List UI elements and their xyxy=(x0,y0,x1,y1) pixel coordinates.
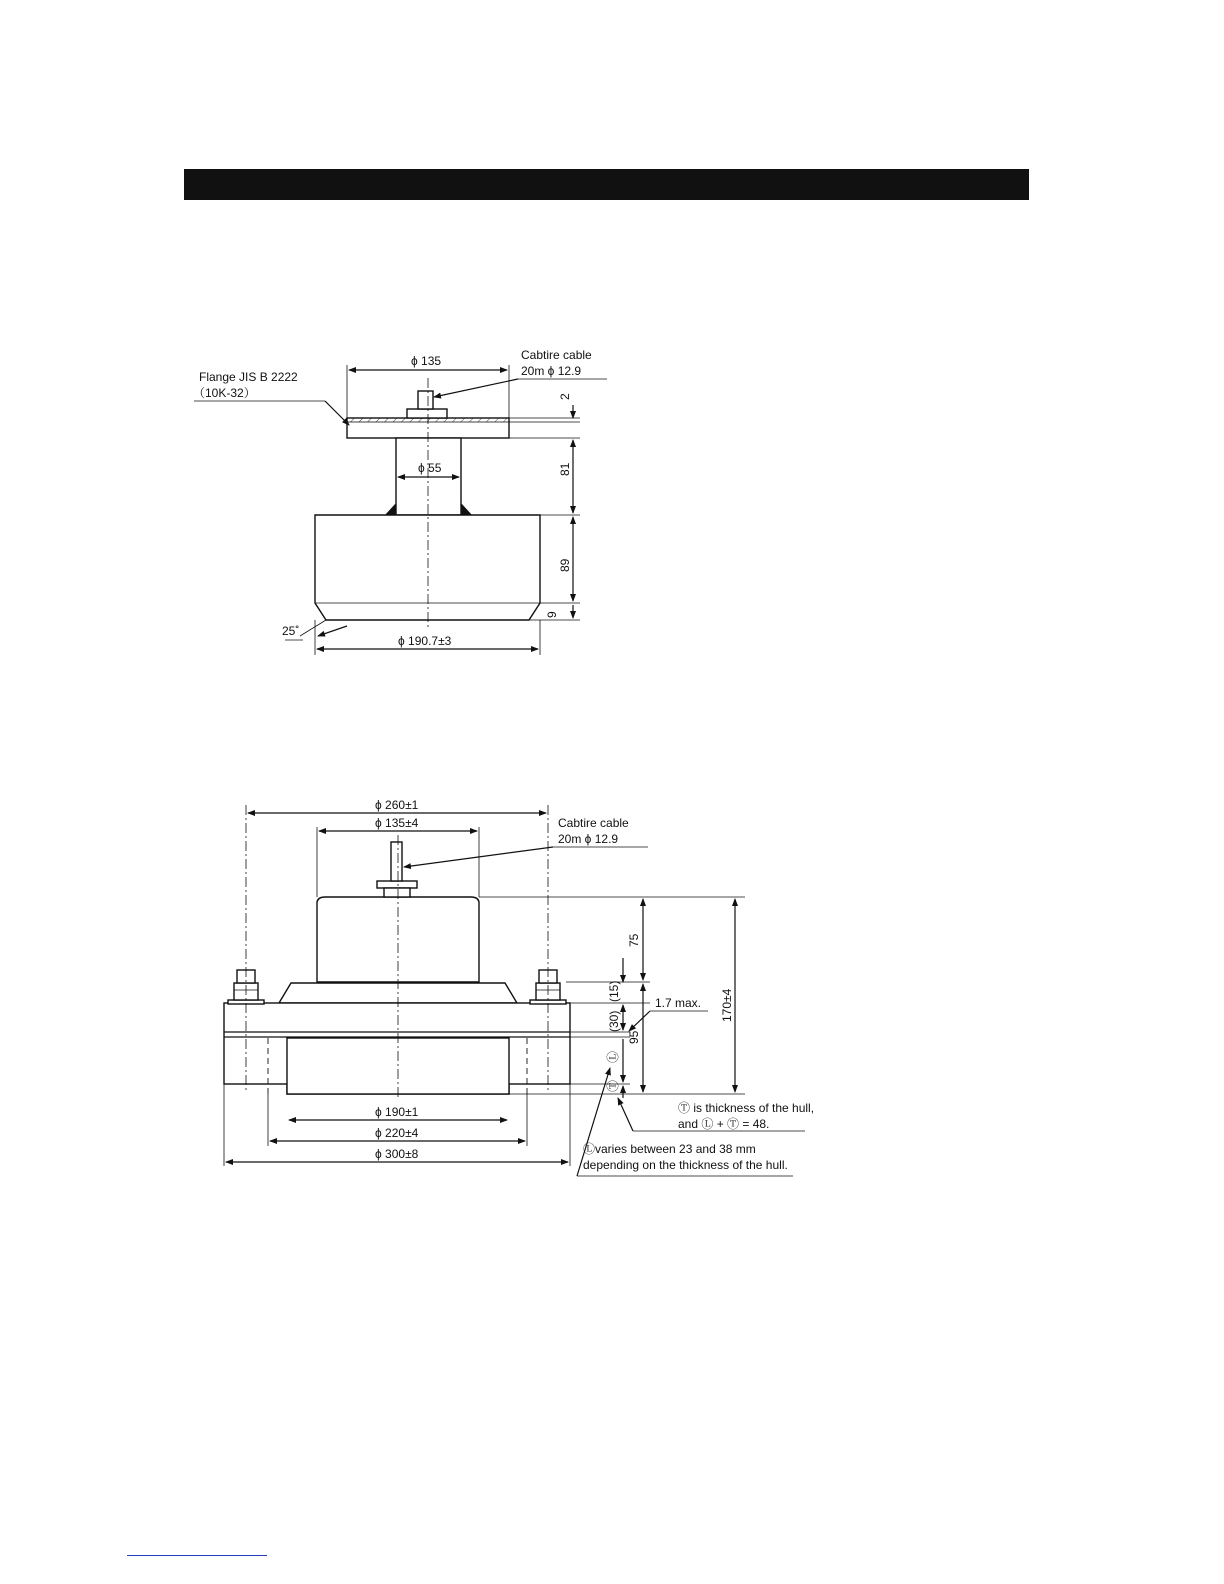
dim-260: ϕ 260±1 xyxy=(375,798,419,812)
flange-label-line2: （10K-32） xyxy=(193,386,256,400)
flange-label-line1: Flange JIS B 2222 xyxy=(199,370,298,384)
dim-T: Ⓣ xyxy=(606,1079,620,1092)
angle-25: 25˚ xyxy=(282,624,300,638)
dim-1-7-max: 1.7 max. xyxy=(655,996,702,1010)
dim-base-diameter: ϕ 190.7±3 xyxy=(398,634,452,648)
cable-label-line1: Cabtire cable xyxy=(558,816,629,830)
dim-15: (15) xyxy=(607,980,621,1002)
dim-2: 2 xyxy=(558,393,572,400)
figure-2-transducer-hull-mount xyxy=(224,798,814,1176)
figure-1-transducer-flange xyxy=(193,348,607,655)
dim-L: Ⓛ xyxy=(606,1050,620,1063)
dim-9: 9 xyxy=(545,611,559,618)
note-t-line1: Ⓣ is thickness of the hull, xyxy=(678,1101,815,1115)
cable-label-line2: 20m ϕ 12.9 xyxy=(521,364,582,378)
dim-81: 81 xyxy=(558,462,572,476)
dim-75: 75 xyxy=(627,933,641,947)
note-t-line2: and Ⓛ + Ⓣ = 48. xyxy=(678,1117,770,1131)
note-l-line2: depending on the thickness of the hull. xyxy=(583,1158,788,1172)
note-l-line1: Ⓛvaries between 23 and 38 mm xyxy=(583,1142,756,1156)
transducer-body xyxy=(315,515,540,620)
dim-300: ϕ 300±8 xyxy=(375,1147,419,1161)
dim-flange-diameter: ϕ 135 xyxy=(411,354,442,368)
dim-89: 89 xyxy=(558,558,572,572)
dim-190: ϕ 190±1 xyxy=(375,1105,419,1119)
dim-170: 170±4 xyxy=(720,988,734,1022)
dim-135: ϕ 135±4 xyxy=(375,816,419,830)
cable-gland xyxy=(377,881,417,888)
footer-link-underline xyxy=(127,1555,267,1556)
cable-gland xyxy=(407,409,447,418)
dim-220: ϕ 220±4 xyxy=(375,1126,419,1140)
cable-label-line1: Cabtire cable xyxy=(521,348,592,362)
dim-neck-diameter: ϕ 55 xyxy=(418,461,442,475)
dim-30: (30) xyxy=(607,1010,621,1032)
dim-95: 95 xyxy=(627,1030,641,1044)
cable-label-line2: 20m ϕ 12.9 xyxy=(558,832,619,846)
